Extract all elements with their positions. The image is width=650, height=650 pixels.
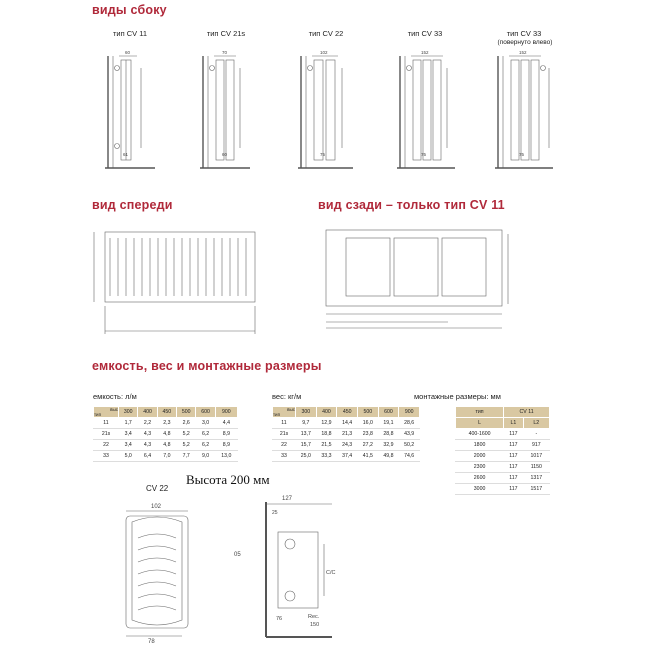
table-header: L2: [523, 418, 549, 429]
table-row: 1800 117 917: [456, 440, 550, 451]
table-header: 300: [296, 407, 317, 418]
side-views-title: виды сбоку: [92, 3, 167, 17]
side-dim-bottom: 61: [123, 152, 129, 157]
back-view-drawing: [318, 224, 518, 334]
mount-table: [455, 406, 550, 495]
table-row: 22 3,4 4,3 4,8 5,2 6,2 8,9: [94, 440, 238, 451]
back-view-title: вид сзади – только тип CV 11: [318, 198, 505, 212]
side-dim-top: 102: [320, 50, 328, 55]
side-type-sublabel: (повернуто влево): [497, 39, 553, 46]
table-row: 2000 117 1017: [456, 451, 550, 462]
table-header: L: [456, 418, 504, 429]
table-header: 450: [157, 407, 176, 418]
table-row: 33 25,0 33,3 37,4 41,5 49,8 74,6: [273, 451, 420, 462]
side-type-label: тип CV 11: [112, 29, 148, 38]
capacity-caption: емкость: л/м: [93, 392, 137, 401]
side-type-label: тип CV 22: [308, 29, 344, 38]
side-type-label: тип CV 33: [506, 29, 542, 38]
weight-table: [272, 406, 420, 462]
side-dim-top: 60: [125, 50, 131, 55]
corner-cell: выс тип: [94, 407, 118, 417]
side-view-cv33-drawing: [397, 48, 457, 173]
front-view-drawing: [88, 226, 268, 346]
cv22-section-drawing: [118, 498, 198, 646]
table-header: 500: [357, 407, 378, 418]
table-header: CV 11: [504, 407, 550, 418]
cv22-label: CV 22: [146, 484, 169, 493]
table-row: 22 15,7 21,5 24,3 27,2 32,9 50,2: [273, 440, 420, 451]
capacity-title: емкость, вес и монтажные размеры: [92, 359, 322, 373]
table-header: 900: [215, 407, 237, 418]
svg-text:102: 102: [151, 504, 162, 510]
table-header: 450: [337, 407, 358, 418]
side-view-cv21s-drawing: [200, 48, 260, 173]
svg-text:78: 78: [148, 639, 155, 645]
table-header: тип: [456, 407, 504, 418]
table-header: L1: [504, 418, 523, 429]
front-fins: [110, 238, 246, 296]
table-row: 3000 117 1517: [456, 484, 550, 495]
side-dim-bottom: 75: [519, 152, 525, 157]
table-header: 400: [316, 407, 337, 418]
side-type-label: тип CV 33: [407, 29, 443, 38]
table-header: 600: [378, 407, 399, 418]
table-row: 21s 3,4 4,3 4,8 5,2 6,2 8,9: [94, 429, 238, 440]
table-row: 21s 13,7 18,8 21,3 23,8 28,8 43,9: [273, 429, 420, 440]
side-dim-top: 152: [421, 50, 429, 55]
side-dim-bottom: 60: [222, 152, 228, 157]
table-row: 33 5,0 6,4 7,0 7,7 9,0 13,0: [94, 451, 238, 462]
table-row: 11 9,7 12,9 14,4 16,0 19,1 28,6: [273, 418, 420, 429]
svg-text:25: 25: [272, 510, 278, 516]
mount-caption: монтажные размеры: мм: [414, 392, 501, 401]
height-heading: Высота 200 мм: [186, 472, 270, 487]
svg-text:150: 150: [310, 622, 320, 628]
svg-text:C/C: C/C: [326, 570, 336, 576]
svg-text:05: 05: [234, 552, 241, 558]
svg-text:Rec.: Rec.: [308, 614, 320, 620]
table-header: 600: [196, 407, 215, 418]
side-dim-top: 70: [222, 50, 228, 55]
svg-text:127: 127: [282, 496, 293, 502]
side-dim-bottom: 75: [320, 152, 326, 157]
table-header: 400: [138, 407, 157, 418]
side-dim-bottom: 75: [421, 152, 427, 157]
svg-text:76: 76: [276, 616, 283, 622]
table-row: 11 1,7 2,2 2,3 2,6 3,0 4,4: [94, 418, 238, 429]
table-row: 2300 117 1150: [456, 462, 550, 473]
side-view-cv11-drawing: [105, 48, 165, 173]
front-view-title: вид спереди: [92, 198, 173, 212]
table-header: 500: [177, 407, 196, 418]
table-header: 900: [399, 407, 420, 418]
side-view-cv33-rotated-drawing: [495, 48, 555, 173]
table-row: 2600 117 1317: [456, 473, 550, 484]
table-header: 300: [119, 407, 138, 418]
side-dim-top: 152: [519, 50, 527, 55]
weight-caption: вес: кг/м: [272, 392, 302, 401]
capacity-table: [93, 406, 238, 462]
side-type-label: тип CV 21s: [206, 29, 246, 38]
table-row: 400-1600 117 -: [456, 429, 550, 440]
corner-cell: выс тип: [273, 407, 295, 417]
side-view-cv22-drawing: [298, 48, 358, 173]
wall-mount-drawing: [232, 492, 342, 642]
